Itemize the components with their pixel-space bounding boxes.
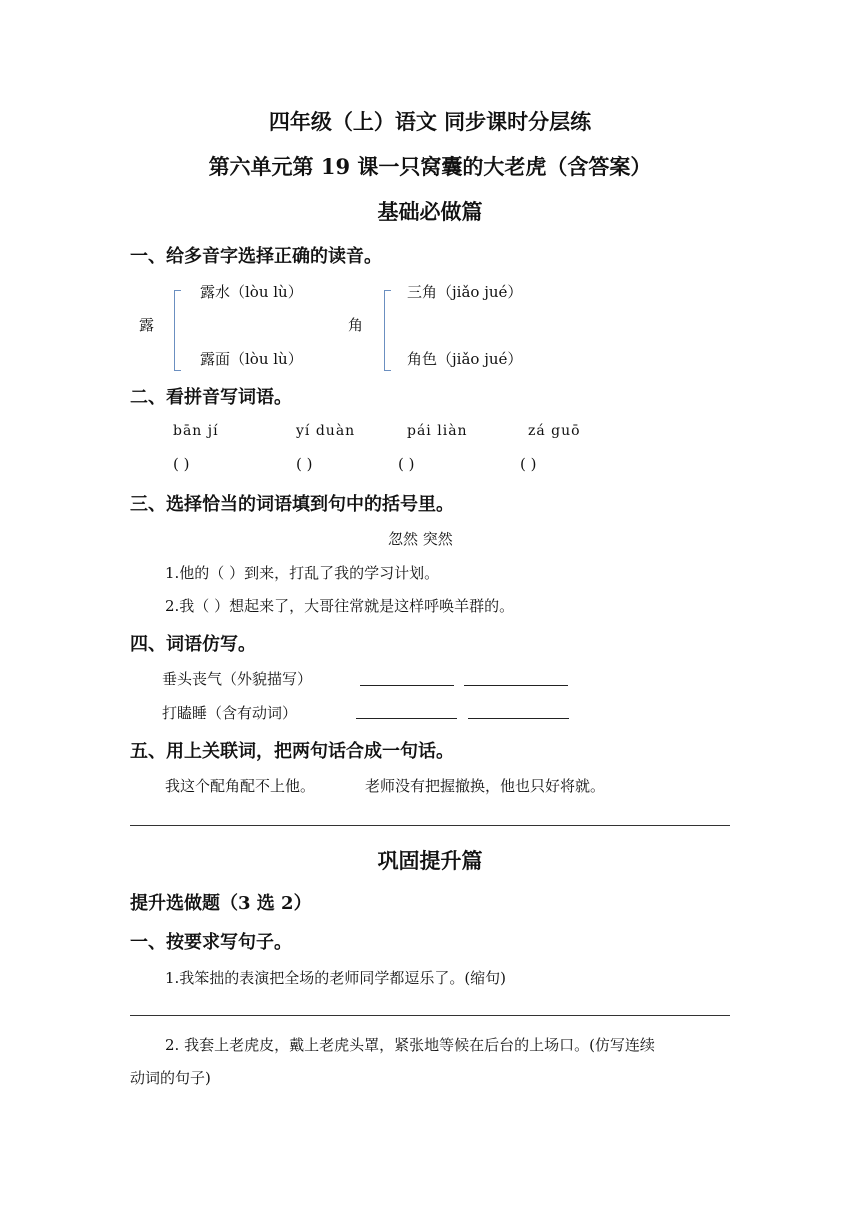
pinyin-1: bān jí — [173, 423, 219, 439]
polyphone-char-lu: 露 — [139, 316, 155, 334]
brace-right — [384, 290, 385, 370]
answer-blank-3[interactable]: ( ) — [398, 455, 415, 473]
answer-line-1b[interactable] — [464, 685, 568, 686]
pinyin-4: zá guō — [528, 423, 581, 439]
answer-blank-4[interactable]: ( ) — [520, 455, 537, 473]
q4-word-1: 垂头丧气（外貌描写） — [162, 670, 313, 688]
q3-heading: 三、选择恰当的词语填到句中的括号里。 — [130, 494, 454, 515]
pinyin-2: yí duàn — [296, 423, 356, 439]
optional-subtitle: 提升选做题（3 选 2） — [130, 893, 312, 914]
q5-heading: 五、用上关联词，把两句话合成一句话。 — [130, 741, 454, 762]
q1-option-juese: 角色（jiǎo jué） — [407, 350, 523, 368]
pinyin-3: pái liàn — [407, 423, 468, 439]
p2-item-2-line1: 2. 我套上老虎皮，戴上老虎头罩，紧张地等候在后台的上场口。(仿写连续 — [165, 1036, 655, 1054]
q4-word-2: 打瞌睡（含有动词） — [162, 704, 298, 722]
section-divider — [130, 825, 730, 826]
word-options: 忽然 突然 — [388, 530, 453, 548]
p2-q1-heading: 一、按要求写句子。 — [130, 932, 292, 953]
q3-sentence-1: 1.他的（ ）到来，打乱了我的学习计划。 — [165, 564, 440, 582]
brace-left-bottom — [174, 370, 181, 371]
polyphone-char-jiao: 角 — [348, 316, 364, 334]
answer-line-long[interactable] — [130, 1015, 730, 1016]
lesson-title: 第六单元第 19 课一只窝囊的大老虎（含答案） — [208, 154, 652, 179]
brace-left-top — [174, 290, 181, 291]
q1-option-lushui: 露水（lòu lù） — [200, 283, 303, 301]
answer-blank-2[interactable]: ( ) — [296, 455, 313, 473]
answer-line-2b[interactable] — [468, 718, 569, 719]
q1-option-sanjiao: 三角（jiǎo jué） — [407, 283, 523, 301]
q2-heading: 二、看拼音写词语。 — [130, 387, 292, 408]
advanced-section-title: 巩固提升篇 — [377, 848, 483, 873]
q5-sentence-2: 老师没有把握撤换，他也只好将就。 — [365, 777, 606, 795]
basic-section-title: 基础必做篇 — [377, 199, 483, 224]
answer-line-2a[interactable] — [356, 718, 457, 719]
answer-blank-1[interactable]: ( ) — [173, 455, 190, 473]
q4-heading: 四、词语仿写。 — [130, 634, 256, 655]
q1-option-lumian: 露面（lòu lù） — [200, 350, 303, 368]
q3-sentence-2: 2.我（ ）想起来了，大哥往常就是这样呼唤羊群的。 — [165, 597, 515, 615]
brace-right-top — [384, 290, 391, 291]
p2-item-2-line2: 动词的句子) — [130, 1069, 211, 1087]
answer-line-1a[interactable] — [360, 685, 454, 686]
page-title: 四年级（上）语文 同步课时分层练 — [268, 109, 592, 134]
q1-heading: 一、给多音字选择正确的读音。 — [130, 246, 382, 267]
p2-item-1: 1.我笨拙的表演把全场的老师同学都逗乐了。(缩句) — [165, 969, 507, 987]
q5-sentence-1: 我这个配角配不上他。 — [165, 777, 316, 795]
brace-right-bottom — [384, 370, 391, 371]
brace-left — [174, 290, 175, 370]
